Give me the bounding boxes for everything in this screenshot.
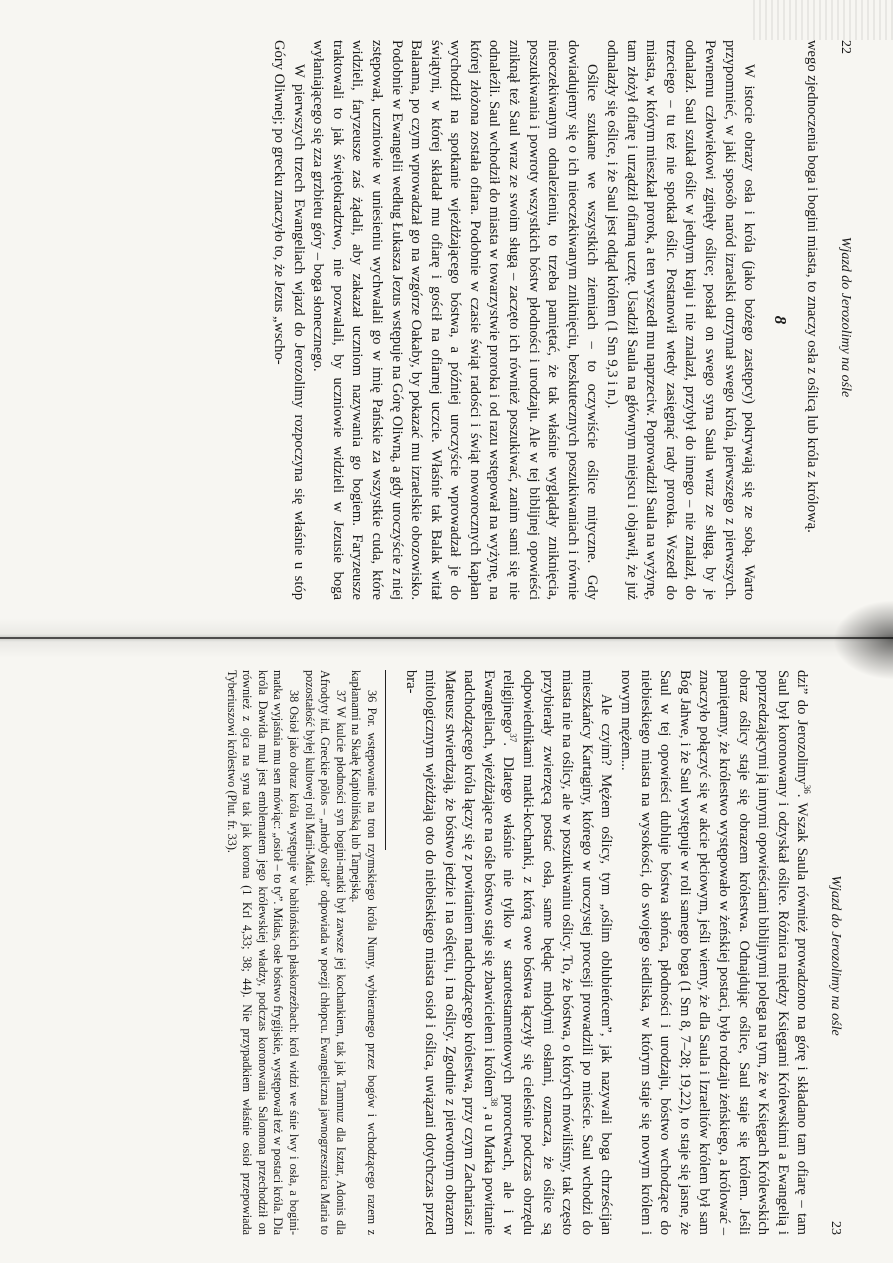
footnote: 36 Por. wstępowanie na tron rzymskiego króla Numy, wybieranego przez bogów i wchodzącego razem z kapłanami na Skałę Kapitolińską lub Tarpejską. bbox=[349, 670, 379, 1235]
section-number: 8 bbox=[770, 315, 790, 325]
paragraph-text: dzi” do Jerozolimy bbox=[794, 670, 811, 785]
page-header bbox=[835, 40, 855, 600]
paragraph bbox=[400, 670, 616, 1235]
scan-edge-shadow bbox=[833, 600, 893, 680]
footnote-ref: 38 bbox=[488, 1097, 499, 1107]
page-number: 23 bbox=[828, 1221, 843, 1235]
footnote: 38 Osioł jako obraz króla występuje w babilońskich płaskorzeźbach: król widzi we śnie lwy i osła, a bogini-matka wyjaśnia mu sen mówiąc: „osioł – to ty”. Midas, osłe bóstwo frygijskie, występował też w postaci króla. Dla króla Dawida muł jest emblematem jego królewskiej władzy, podczas koronowania Salomona przechodził on również z ojca na syna tak jak korona (1 Krl 4,33; 38; 44). Nie przypadkiem właśnie osioł przepowiada Tyberiuszowi królestwo (Plut. fr. 33). bbox=[224, 670, 301, 1235]
footnote-ref: 36 bbox=[802, 784, 813, 794]
paragraph-text: . Dlatego właśnie nie tylko w starotestamentowych proroctwach, ale i w Ewangeliach, wjeżdżające na ośle bóstwo staje się zbawicielem i królem bbox=[480, 670, 517, 1235]
paragraph bbox=[615, 670, 811, 1235]
paragraph: Oślice szukane we wszystkich ziemiach – to oczywiście oślice mityczne. Gdy dowiadujemy się o ich nieoczekiwanym zniknięciu, bezskutecznych poszukiwaniach i równie nieoczekiwanym odnalezieniu, to trzeba pamiętać, że tak właśnie wyglądały zniknięcia, poszukiwania i powroty wszystkich bóstw płodności i urodzaju. Ale w tej biblijnej opowieści zniknął też Saul wraz ze swoim sługą – zaczęto ich również poszukiwać, zanim sami się nie odnaleźli. Saul wchodził do miasta w towarzystwie proroka i od razu wstępował na wyżynę, na której złożona została ofiara. Podobnie w czasie świąt radości i świąt noworocznych kapłan wychodził na spotkanie wjeżdżającego bóstwa, a później uroczyście wprowadzał je do świątyni, w której składał mu ofiarę i gościł na ofiarnej uczcie. Właśnie tak Balak witał Balaama, po czym wprowadzał go na wzgórze Oakaby, by pokazać mu izraelskie obozowisko. Podobnie w Ewangelii według Łukasza Jezus wstępuje na Górę Oliwną, a gdy uroczyście z niej zstępował, uczniowie w uniesieniu wychwalali go w imię Pańskie za wszystkie cuda, które widzieli, faryzeusze zaś żądali, aby zakazał uczniom nazywania go bogiem. Faryzeusze traktowali to jak świętokradztwo, nie pozwalali, by uczniowie widzieli w Jezusie boga wyłaniającego się zza grzbietu góry – boga słonecznego. bbox=[310, 40, 601, 600]
footnote: 37 W kulcie płodności syn bogini-matki był zawsze jej kochankiem, tak jak Tammuz dla Isztar, Adonis dla Afrodyty itd. Greckie pōlos – „młody osioł” odpowiada w poezji chłopcu. Ewangeliczna jawnogrzesznica Maria to pozostałość byłej kultowej roli Marii-Matki. bbox=[302, 670, 348, 1235]
footnote-ref: 37 bbox=[508, 733, 519, 743]
paragraph: W pierwszych trzech Ewangeliach wjazd do Jerozolimy rozpoczyna się właśnie u stóp Góry Oliwnej; po grecku znaczyło to, że Jezus „wscho- bbox=[270, 40, 307, 600]
page-23 bbox=[55, 670, 845, 1235]
page-header bbox=[825, 670, 845, 1235]
paragraph: W istocie obrazy osła i króla (jako bożego zastępcy) pokrywają się ze sobą. Warto przypomnieć, w jaki sposób naród izraelski otrzymał swego króla, pierwszego z pierwszych. Pewnemu człowiekowi zginęły oślice; posłał on swego syna Saula wraz ze sługą, by je odnalazł. Saul szukał oślic w jednym kraju i nie znalazł, przybył do innego – nie znalazł, do trzeciego – tu też nie spotkał oślic. Postanowił wtedy zasięgnąć rady proroka. Wszedł do miasta, w którym mieszkał prorok, a ten wyszedł mu naprzeciw. Poprowadził Saula na wyżynę, tam złożył ofiarę i urządził ofiarną ucztę. Usadził Saula na głównym miejscu i objawił, że już odnalazły się oślice, i że Saul jest odtąd królem (1 Sm 9,3 i n.). bbox=[604, 40, 758, 600]
intro-text: wego zjednoczenia boga i bogini miasta, to znaczy osła z oślicą lub króla z królową. bbox=[804, 40, 821, 533]
running-head: Wjazd do Jerozolimy na ośle bbox=[828, 875, 843, 1036]
scan-edge-noise bbox=[753, 0, 893, 40]
footnote-divider bbox=[385, 670, 386, 850]
book-fold-line bbox=[0, 637, 893, 639]
running-head: Wjazd do Jerozolimy na ośle bbox=[838, 236, 853, 398]
page-number: 22 bbox=[838, 40, 853, 54]
paragraph-text: , a u Marka powitanie nadchodzącego króla łączy się z powitaniem nadchodzącego królestwa, przy czym Zachariasz i Mateusz stwierdzają, że bóstwo jedzie i na oślęciu, i na oślicy. Zgodnie z pierwotnym obrazem mitologicznym wjeżdżają oto do niebieskiego miasta osioł i oślica, uwiązani dotychczas przed bra- bbox=[402, 670, 497, 1236]
paragraph-text: Ale czyim? Mężem oślicy, tym „oślim oblubieńcem”, jak nazywali boga chrześcijan mieszkańcy Kartaginy, którego w uroczystej procesji prowadzili po mieście. Saul wchodzi do miasta nie na oślicy, ale w poszukiwaniu oślicy. To, że bóstwa, o których mówiliśmy, tak często przybierały zwierzęcą postać osła, same będąc młodymi osłami, oznacza, że oślice są odpowiednikami matki-kochanki, z którą owe bóstwa łączyły się cieleśnie podczas obrzędu religijnego bbox=[500, 670, 615, 1235]
paragraph-text: . Wszak Saula również prowadzono na górę i składano tam ofiarę – tam Saul był koronowany i odzyskał oślice. Różnica między Księgami Królewskimi a Ewangelią i poprzedzającymi ją innymi opowieściami biblijnymi polega na tym, że w Księgach Królewskich obraz oślicy staje się obrazem królestwa. Odnajdując oślice, Saul staje się królem. Jeśli pamiętamy, że królestwo występowało w żeńskiej postaci, było rodzaju żeńskiego, a królować – znaczyło połączyć się w akcie płciowym, jeśli wiemy, że dla Saula i Izraelitów królem był sam Bóg Jahwe, i że Saul występuje w roli samego boga (1 Sm 8, 7–28; 19,22), to staje się jasne, że Saul w tej opowieści dubluje bóstwa słońca, płodności i urodzaju, bóstwo wchodzące do niebieskiego miasta na wysokości, do swojego siedliska, w którym staje się nowym królem i nowym mężem... bbox=[618, 670, 811, 1235]
page-22 bbox=[55, 40, 855, 600]
